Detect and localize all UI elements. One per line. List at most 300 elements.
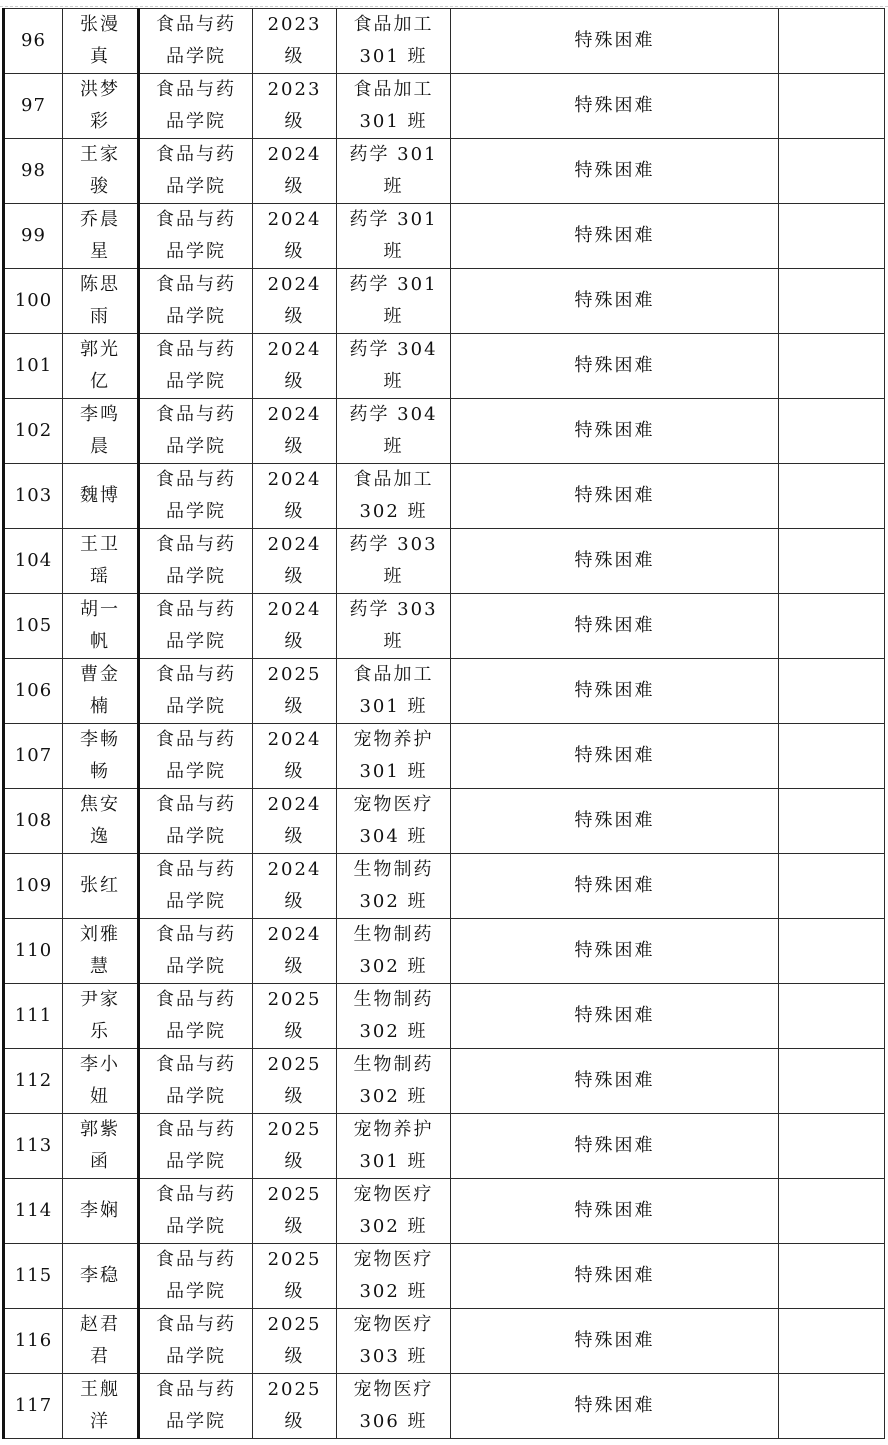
table-row (4, 1244, 885, 1309)
class-cell-line: 生物制药 (353, 924, 434, 945)
row-number-cell: 107 (4, 724, 63, 789)
grade-cell-line: 级 (284, 696, 305, 717)
college-cell-line: 食品与药 (156, 79, 236, 100)
note-cell (779, 1309, 885, 1374)
student-name-cell (63, 984, 139, 1049)
class-cell-line: 药学 303 (349, 534, 438, 555)
college-cell (139, 724, 253, 789)
college-cell-line: 品学院 (166, 371, 226, 392)
class-cell-line: 药学 304 (349, 404, 438, 425)
row-number-cell: 101 (4, 334, 63, 399)
college-cell-line: 品学院 (166, 761, 226, 782)
student-name-cell-line: 君 (90, 1346, 110, 1367)
grade-cell (253, 9, 337, 74)
note-cell (779, 1179, 885, 1244)
category-cell: 特殊困难 (451, 9, 779, 74)
student-name-cell-line: 李稳 (80, 1265, 120, 1286)
table-row (4, 1309, 885, 1374)
student-name-cell-line: 真 (90, 46, 110, 67)
note-cell (779, 594, 885, 659)
class-cell (337, 789, 451, 854)
category-cell: 特殊困难 (451, 1309, 779, 1374)
college-cell-line: 食品与药 (156, 339, 236, 360)
table-row (4, 1049, 885, 1114)
grade-cell-line: 2025 (267, 1054, 322, 1075)
class-cell-line: 班 (383, 566, 404, 587)
college-cell (139, 1374, 253, 1439)
grade-cell-line: 2024 (267, 534, 322, 555)
class-cell (337, 1049, 451, 1114)
table-row (4, 594, 885, 659)
category-cell: 特殊困难 (451, 464, 779, 529)
grade-cell-line: 2024 (267, 404, 322, 425)
class-cell-line: 药学 304 (349, 339, 438, 360)
college-cell-line: 品学院 (166, 436, 226, 457)
table-row (4, 74, 885, 139)
note-cell (779, 399, 885, 464)
class-cell-line: 药学 301 (349, 274, 438, 295)
college-cell (139, 139, 253, 204)
class-cell-line: 306 班 (359, 1411, 428, 1432)
note-cell (779, 1114, 885, 1179)
class-cell (337, 399, 451, 464)
category-cell: 特殊困难 (451, 1114, 779, 1179)
college-cell (139, 1244, 253, 1309)
college-cell-line: 食品与药 (156, 14, 236, 35)
grade-cell (253, 1309, 337, 1374)
class-cell (337, 854, 451, 919)
note-cell (779, 9, 885, 74)
table-row (4, 724, 885, 789)
grade-cell-line: 级 (284, 1216, 305, 1237)
student-name-cell-line: 瑶 (90, 566, 110, 587)
table-row (4, 464, 885, 529)
grade-cell-line: 2024 (267, 469, 322, 490)
class-cell-line: 宠物医疗 (353, 1379, 434, 1400)
college-cell (139, 659, 253, 724)
note-cell (779, 789, 885, 854)
note-cell (779, 464, 885, 529)
row-number-cell: 100 (4, 269, 63, 334)
class-cell-line: 302 班 (359, 1021, 428, 1042)
college-cell-line: 品学院 (166, 891, 226, 912)
table-row (4, 9, 885, 74)
grade-cell-line: 2025 (267, 1119, 322, 1140)
grade-cell-line: 级 (284, 436, 305, 457)
table-row (4, 334, 885, 399)
grade-cell (253, 334, 337, 399)
category-cell: 特殊困难 (451, 984, 779, 1049)
row-number-cell: 103 (4, 464, 63, 529)
student-name-cell-line: 李畅 (80, 729, 120, 750)
student-name-cell (63, 659, 139, 724)
table-row (4, 1179, 885, 1244)
college-cell-line: 品学院 (166, 111, 226, 132)
note-cell (779, 139, 885, 204)
row-number-cell: 116 (4, 1309, 63, 1374)
class-cell (337, 74, 451, 139)
class-cell-line: 班 (383, 371, 404, 392)
class-cell-line: 宠物医疗 (353, 794, 434, 815)
table-row (4, 659, 885, 724)
student-name-cell (63, 854, 139, 919)
category-cell: 特殊困难 (451, 724, 779, 789)
grade-cell-line: 2025 (267, 1379, 322, 1400)
class-cell-line: 食品加工 (353, 79, 434, 100)
grade-cell-line: 2024 (267, 209, 322, 230)
category-cell: 特殊困难 (451, 789, 779, 854)
student-name-cell (63, 789, 139, 854)
row-number-cell: 106 (4, 659, 63, 724)
student-name-cell (63, 1049, 139, 1114)
college-cell (139, 594, 253, 659)
grade-cell (253, 399, 337, 464)
student-name-cell (63, 139, 139, 204)
college-cell-line: 品学院 (166, 46, 226, 67)
note-cell (779, 984, 885, 1049)
class-cell-line: 302 班 (359, 956, 428, 977)
student-name-cell (63, 594, 139, 659)
college-cell (139, 204, 253, 269)
college-cell-line: 品学院 (166, 1086, 226, 1107)
grade-cell-line: 2024 (267, 924, 322, 945)
college-cell-line: 食品与药 (156, 729, 236, 750)
student-name-cell-line: 张红 (80, 875, 120, 896)
table-row (4, 919, 885, 984)
college-cell-line: 品学院 (166, 566, 226, 587)
student-name-cell-line: 妞 (90, 1086, 110, 1107)
class-cell (337, 1179, 451, 1244)
class-cell (337, 594, 451, 659)
college-cell (139, 1179, 253, 1244)
college-cell (139, 854, 253, 919)
grade-cell-line: 2024 (267, 274, 322, 295)
class-cell-line: 301 班 (359, 111, 428, 132)
grade-cell-line: 级 (284, 111, 305, 132)
class-cell-line: 302 班 (359, 1216, 428, 1237)
grade-cell-line: 2025 (267, 1184, 322, 1205)
student-name-cell-line: 晨 (90, 436, 110, 457)
row-number-cell: 97 (4, 74, 63, 139)
class-cell (337, 269, 451, 334)
grade-cell-line: 2023 (267, 14, 322, 35)
class-cell-line: 宠物医疗 (353, 1249, 434, 1270)
grade-cell (253, 789, 337, 854)
grade-cell (253, 854, 337, 919)
college-cell-line: 品学院 (166, 1151, 226, 1172)
student-name-cell-line: 刘雅 (80, 924, 120, 945)
row-number-cell: 110 (4, 919, 63, 984)
table-row (4, 139, 885, 204)
class-cell-line: 303 班 (359, 1346, 428, 1367)
college-cell-line: 食品与药 (156, 1054, 236, 1075)
class-cell-line: 宠物医疗 (353, 1314, 434, 1335)
class-cell-line: 302 班 (359, 501, 428, 522)
class-cell-line: 药学 301 (349, 144, 438, 165)
grade-cell (253, 1179, 337, 1244)
class-cell-line: 301 班 (359, 46, 428, 67)
class-cell-line: 304 班 (359, 826, 428, 847)
table-row (4, 1114, 885, 1179)
grade-cell-line: 级 (284, 176, 305, 197)
grade-cell (253, 919, 337, 984)
student-name-cell-line: 李小 (80, 1054, 120, 1075)
grade-cell (253, 74, 337, 139)
category-cell: 特殊困难 (451, 334, 779, 399)
class-cell (337, 9, 451, 74)
category-cell: 特殊困难 (451, 1179, 779, 1244)
college-cell-line: 品学院 (166, 1411, 226, 1432)
page-top-margin-guide (0, 0, 888, 7)
class-cell (337, 464, 451, 529)
grade-cell-line: 2024 (267, 729, 322, 750)
student-name-cell (63, 1179, 139, 1244)
student-name-cell-line: 雨 (90, 306, 110, 327)
college-cell (139, 464, 253, 529)
note-cell (779, 334, 885, 399)
category-cell: 特殊困难 (451, 1244, 779, 1309)
college-cell-line: 食品与药 (156, 534, 236, 555)
student-name-cell-line: 洪梦 (80, 79, 120, 100)
class-cell (337, 984, 451, 1049)
grade-cell-line: 2024 (267, 859, 322, 880)
row-number-cell: 108 (4, 789, 63, 854)
category-cell: 特殊困难 (451, 594, 779, 659)
grade-cell (253, 529, 337, 594)
college-cell-line: 食品与药 (156, 404, 236, 425)
table-row (4, 789, 885, 854)
grade-cell-line: 级 (284, 1021, 305, 1042)
student-name-cell-line: 乔晨 (80, 209, 120, 230)
student-name-cell-line: 胡一 (80, 599, 120, 620)
college-cell-line: 食品与药 (156, 1379, 236, 1400)
student-name-cell (63, 74, 139, 139)
college-cell-line: 品学院 (166, 956, 226, 977)
category-cell: 特殊困难 (451, 529, 779, 594)
grade-cell-line: 级 (284, 631, 305, 652)
student-name-cell (63, 1309, 139, 1374)
category-cell: 特殊困难 (451, 269, 779, 334)
college-cell-line: 食品与药 (156, 1249, 236, 1270)
student-name-cell (63, 919, 139, 984)
grade-cell-line: 级 (284, 1086, 305, 1107)
class-cell (337, 529, 451, 594)
college-cell-line: 食品与药 (156, 599, 236, 620)
grade-cell-line: 2024 (267, 339, 322, 360)
category-cell: 特殊困难 (451, 204, 779, 269)
college-cell-line: 食品与药 (156, 1314, 236, 1335)
student-name-cell (63, 1244, 139, 1309)
college-cell-line: 品学院 (166, 1021, 226, 1042)
class-cell-line: 302 班 (359, 1281, 428, 1302)
student-name-cell-line: 赵君 (80, 1314, 120, 1335)
college-cell-line: 品学院 (166, 1216, 226, 1237)
grade-cell-line: 级 (284, 956, 305, 977)
table-row (4, 854, 885, 919)
college-cell-line: 食品与药 (156, 469, 236, 490)
class-cell-line: 药学 303 (349, 599, 438, 620)
grade-cell (253, 984, 337, 1049)
college-cell-line: 食品与药 (156, 924, 236, 945)
class-cell-line: 302 班 (359, 891, 428, 912)
student-name-cell (63, 1374, 139, 1439)
college-cell (139, 1309, 253, 1374)
class-cell-line: 班 (383, 176, 404, 197)
student-name-cell-line: 帆 (90, 631, 110, 652)
college-cell-line: 品学院 (166, 826, 226, 847)
college-cell (139, 919, 253, 984)
student-name-cell-line: 王舰 (80, 1379, 120, 1400)
student-name-cell-line: 楠 (90, 696, 110, 717)
student-name-cell-line: 陈思 (80, 274, 120, 295)
grade-cell-line: 级 (284, 241, 305, 262)
college-cell (139, 74, 253, 139)
row-number-cell: 96 (4, 9, 63, 74)
student-name-cell-line: 乐 (90, 1021, 110, 1042)
student-name-cell-line: 郭光 (80, 339, 120, 360)
note-cell (779, 1244, 885, 1309)
grade-cell (253, 594, 337, 659)
table-row (4, 399, 885, 464)
note-cell (779, 854, 885, 919)
student-name-cell-line: 曹金 (80, 664, 120, 685)
college-cell-line: 食品与药 (156, 794, 236, 815)
grade-cell-line: 级 (284, 1346, 305, 1367)
class-cell-line: 301 班 (359, 1151, 428, 1172)
category-cell: 特殊困难 (451, 139, 779, 204)
class-cell-line: 301 班 (359, 761, 428, 782)
class-cell (337, 1309, 451, 1374)
student-name-cell-line: 洋 (90, 1411, 110, 1432)
grade-cell-line: 2025 (267, 664, 322, 685)
grade-cell (253, 204, 337, 269)
table-row (4, 204, 885, 269)
college-cell-line: 品学院 (166, 501, 226, 522)
note-cell (779, 724, 885, 789)
row-number-cell: 117 (4, 1374, 63, 1439)
student-name-cell (63, 724, 139, 789)
class-cell (337, 659, 451, 724)
grade-cell-line: 2024 (267, 794, 322, 815)
table-row (4, 269, 885, 334)
grade-cell-line: 级 (284, 826, 305, 847)
class-cell-line: 302 班 (359, 1086, 428, 1107)
class-cell-line: 宠物医疗 (353, 1184, 434, 1205)
student-name-cell-line: 慧 (90, 956, 110, 977)
class-cell-line: 班 (383, 436, 404, 457)
grade-cell-line: 级 (284, 306, 305, 327)
college-cell (139, 984, 253, 1049)
table-body (4, 9, 885, 1439)
student-name-cell (63, 464, 139, 529)
student-name-cell-line: 畅 (90, 761, 110, 782)
student-name-cell-line: 亿 (90, 371, 110, 392)
student-name-cell-line: 焦安 (80, 794, 120, 815)
college-cell (139, 269, 253, 334)
grade-cell-line: 级 (284, 1281, 305, 1302)
grade-cell (253, 724, 337, 789)
grade-cell (253, 139, 337, 204)
class-cell-line: 301 班 (359, 696, 428, 717)
category-cell: 特殊困难 (451, 399, 779, 464)
student-name-cell-line: 尹家 (80, 989, 120, 1010)
student-name-cell-line: 王家 (80, 144, 120, 165)
student-name-cell-line: 王卫 (80, 534, 120, 555)
college-cell-line: 食品与药 (156, 1184, 236, 1205)
grade-cell-line: 级 (284, 891, 305, 912)
student-name-cell-line: 彩 (90, 111, 110, 132)
row-number-cell: 102 (4, 399, 63, 464)
college-cell-line: 食品与药 (156, 989, 236, 1010)
grade-cell (253, 464, 337, 529)
student-name-cell (63, 204, 139, 269)
class-cell-line: 食品加工 (353, 14, 434, 35)
student-name-cell (63, 334, 139, 399)
grade-cell-line: 级 (284, 1151, 305, 1172)
grade-cell (253, 269, 337, 334)
row-number-cell: 114 (4, 1179, 63, 1244)
grade-cell-line: 级 (284, 566, 305, 587)
student-name-cell (63, 9, 139, 74)
grade-cell-line: 级 (284, 371, 305, 392)
grade-cell-line: 2024 (267, 599, 322, 620)
class-cell (337, 139, 451, 204)
college-cell (139, 399, 253, 464)
category-cell: 特殊困难 (451, 659, 779, 724)
student-name-cell-line: 李鸣 (80, 404, 120, 425)
student-name-cell-line: 星 (90, 241, 110, 262)
college-cell (139, 9, 253, 74)
category-cell: 特殊困难 (451, 1374, 779, 1439)
class-cell (337, 334, 451, 399)
college-cell-line: 食品与药 (156, 664, 236, 685)
row-number-cell: 99 (4, 204, 63, 269)
college-cell (139, 1049, 253, 1114)
grade-cell-line: 2023 (267, 79, 322, 100)
table-row (4, 984, 885, 1049)
note-cell (779, 529, 885, 594)
row-number-cell: 111 (4, 984, 63, 1049)
class-cell (337, 1114, 451, 1179)
grade-cell-line: 级 (284, 761, 305, 782)
student-name-cell-line: 骏 (90, 176, 110, 197)
class-cell (337, 724, 451, 789)
class-cell (337, 919, 451, 984)
class-cell-line: 班 (383, 631, 404, 652)
category-cell: 特殊困难 (451, 854, 779, 919)
college-cell-line: 品学院 (166, 631, 226, 652)
college-cell-line: 食品与药 (156, 274, 236, 295)
table-row (4, 529, 885, 594)
student-name-cell-line: 逸 (90, 826, 110, 847)
college-cell (139, 789, 253, 854)
college-cell-line: 食品与药 (156, 144, 236, 165)
college-cell-line: 品学院 (166, 1281, 226, 1302)
grade-cell (253, 1114, 337, 1179)
class-cell-line: 生物制药 (353, 859, 434, 880)
grade-cell-line: 2025 (267, 1314, 322, 1335)
college-cell (139, 334, 253, 399)
grade-cell-line: 级 (284, 501, 305, 522)
note-cell (779, 919, 885, 984)
note-cell (779, 269, 885, 334)
class-cell-line: 生物制药 (353, 1054, 434, 1075)
grade-cell-line: 级 (284, 1411, 305, 1432)
grade-cell (253, 1374, 337, 1439)
student-name-cell (63, 1114, 139, 1179)
category-cell: 特殊困难 (451, 1049, 779, 1114)
college-cell-line: 品学院 (166, 696, 226, 717)
